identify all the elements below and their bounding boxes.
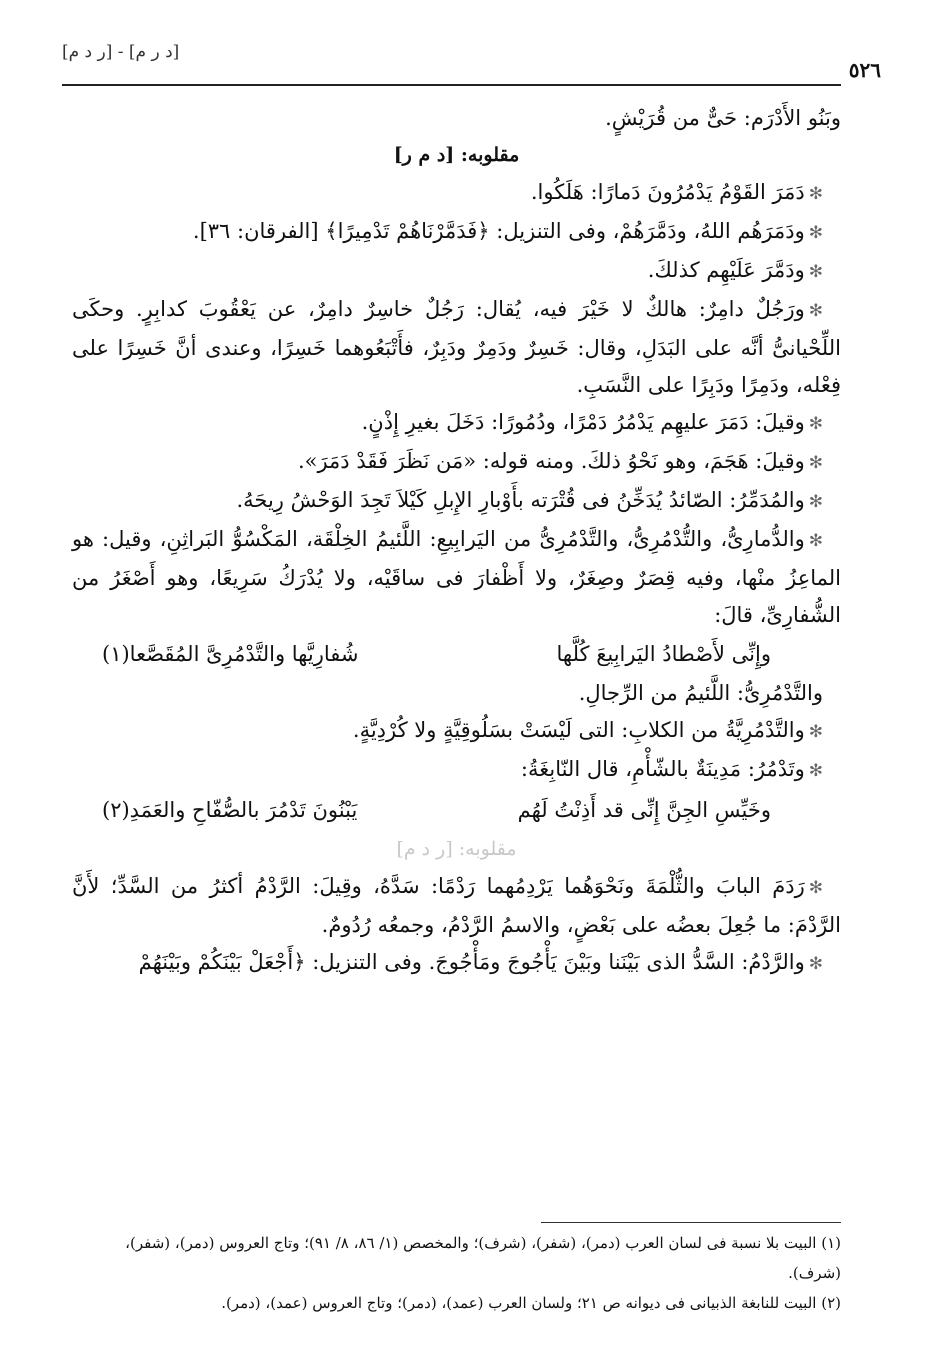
verse-2-first-hemistich: وخَيِّسِ الجِنَّ إِنِّى قد أَذِنْتُ لَهُم — [517, 798, 771, 822]
star-icon: ✻ — [808, 531, 823, 551]
star-icon: ✻ — [808, 262, 823, 282]
entry-1: ✻دَمَرَ القَوْمُ يَدْمُرُونَ دَمارًا: هَلَكُوا. — [530, 180, 823, 204]
star-icon: ✻ — [808, 184, 823, 204]
entry-8: ✻والدُّمارِىُّ، والتُّدْمُرِىُّ، والتَّدْمُرِىُّ من اليَرابِيعِ: اللَّئيمُ الخِلْقَة، المَكْسُوُّ البَراثِنِ، وقيل: هو الماعِزُ منْها، وفيه قِصَرٌ وصِغَرٌ، ولا أَظْفارَ فى ساقَيْه، ولا يُدْرَكُ سَرِيعًا، وهو أَصْغَرُ من الشُّفارِىِّ، قالَ: — [72, 527, 841, 627]
header-rule — [62, 84, 841, 86]
entry-11: ✻رَدَمَ البابَ والثُّلْمَةَ ونَحْوَهُما يَرْدِمُهما رَدْمًا: سَدَّهُ، وقِيلَ: الرَّدْمُ أكثرُ من السَّدِّ؛ لأَنَّ الرَّدْمَ: ما جُعِلَ بعضُه على بَعْضٍ، والاسمُ الرَّدْمُ، وجمعُه رُدُومٌ. — [72, 874, 841, 937]
star-icon: ✻ — [808, 301, 823, 321]
page-header — [62, 40, 881, 82]
entry-2: ✻ودَمَرَهُم اللهُ، ودَمَّرَهُمْ، وفى التنزيل: ﴿فَدَمَّرْنَاهُمْ تَدْمِيرًا﴾ [الفرقان: ٣٦]. — [192, 219, 823, 243]
entry-9: ✻والتَّدْمُرِيَّةُ من الكلابِ: التى لَيْسَتْ بسَلُوقِيَّةٍ ولا كُرْدِيَّةٍ. — [352, 718, 823, 742]
line-after-verse-1: والتَّدْمُرِىُّ: اللَّئيمُ من الرِّجالِ. — [578, 681, 823, 705]
verse-1-first-hemistich: وإِنِّى لأَصْطادُ اليَرابِيعَ كُلَّها — [556, 642, 771, 666]
star-icon: ✻ — [808, 878, 823, 898]
star-icon: ✻ — [808, 492, 823, 512]
footnotes — [72, 1228, 841, 1318]
section-heading-rdm: مقلوبه: [ر د م] — [396, 838, 517, 860]
entry-5: ✻وقيلَ: دَمَرَ عليهِم يَدْمُرُ دَمْرًا، ودُمُورًا: دَخَلَ بغيرِ إِذْنٍ. — [361, 410, 823, 434]
running-head: [د ر م] - [ر د م] — [62, 42, 180, 62]
footnote-1: (١) البيت بلا نسبة فى لسان العرب (دمر)، (شفر)، (شرف)؛ والمخصص (١/ ٨٦، ٨/ ٩١)؛ وتاج العروس (دمر)، (شفر)، (شرف). — [125, 1234, 841, 1282]
entry-7: ✻والمُدَمِّرُ: الصّائدُ يُدَخِّنُ فى قُتْرَته بأَوْبارِ الإِبلِ كَيْلاَ تَجِدَ الوَحْشُ رِيحَهُ. — [236, 488, 823, 512]
intro-line: وبَنُو الأَدْرَم: حَىٌّ من قُرَيْشٍ. — [605, 106, 841, 130]
section-heading-dmr: مقلوبه: [د م ر] — [393, 144, 520, 166]
entry-4: ✻ورَجُلٌ دامِرٌ: هالكٌ لا خَيْرَ فيه، يُقال: رَجُلٌ خاسِرٌ دامِرٌ، عن يَعْقُوبَ كدابِرٍ. وحكَى اللِّحْيانىُّ أنَّه على البَدَلِ، وقال: خَسِرٌ ودَمِرٌ ودَبِرٌ، فأَتْبَعُوهما خَسِرًا، وعندى أنَّ خَسِرًا على فِعْله، ودَمِرًا ودَبِرًا على النَّسَبِ. — [72, 297, 841, 397]
main-text — [72, 100, 841, 983]
entry-6: ✻وقيلَ: هَجَمَ، وهو نَحْوُ ذلكَ. ومنه قوله: «مَن نَظَرَ فَقَدْ دَمَرَ». — [297, 449, 823, 473]
footnote-2: (٢) البيت للنابغة الذبيانى فى ديوانه ص ٢١؛ ولسان العرب (عمد)، (دمر)؛ وتاج العروس (عمد)، (دمر). — [221, 1294, 841, 1312]
footnote-rule — [541, 1222, 841, 1223]
verse-1-second-hemistich: شُفارِيَّها والتَّدْمُرِىَّ المُقَصَّعا(١) — [102, 642, 359, 666]
star-icon: ✻ — [808, 954, 823, 974]
entry-10: ✻وتَدْمُرُ: مَدِينَةٌ بالشّأْمِ، قال النّابِغَةُ: — [520, 757, 823, 781]
entry-12: ✻والرَّدْمُ: السَّدُّ الذى بَيْنَنا وبَيْنَ يَأْجُوجَ ومَأْجُوجَ. وفى التنزيل: ﴿أَجْعَلْ بَيْنَكُمْ وبَيْنَهُمْ — [138, 950, 823, 974]
verse-1 — [72, 636, 841, 673]
page-number: ٥٢٦ — [848, 58, 881, 82]
verse-2 — [72, 792, 841, 829]
star-icon: ✻ — [808, 453, 823, 473]
verse-2-second-hemistich: يَبْنُونَ تَدْمُرَ بالصُّفّاحِ والعَمَدِ(٢) — [102, 798, 358, 822]
star-icon: ✻ — [808, 761, 823, 781]
star-icon: ✻ — [808, 414, 823, 434]
entry-3: ✻ودَمَّرَ عَلَيْهِم كذلكَ. — [647, 258, 823, 282]
star-icon: ✻ — [808, 223, 823, 243]
star-icon: ✻ — [808, 722, 823, 742]
